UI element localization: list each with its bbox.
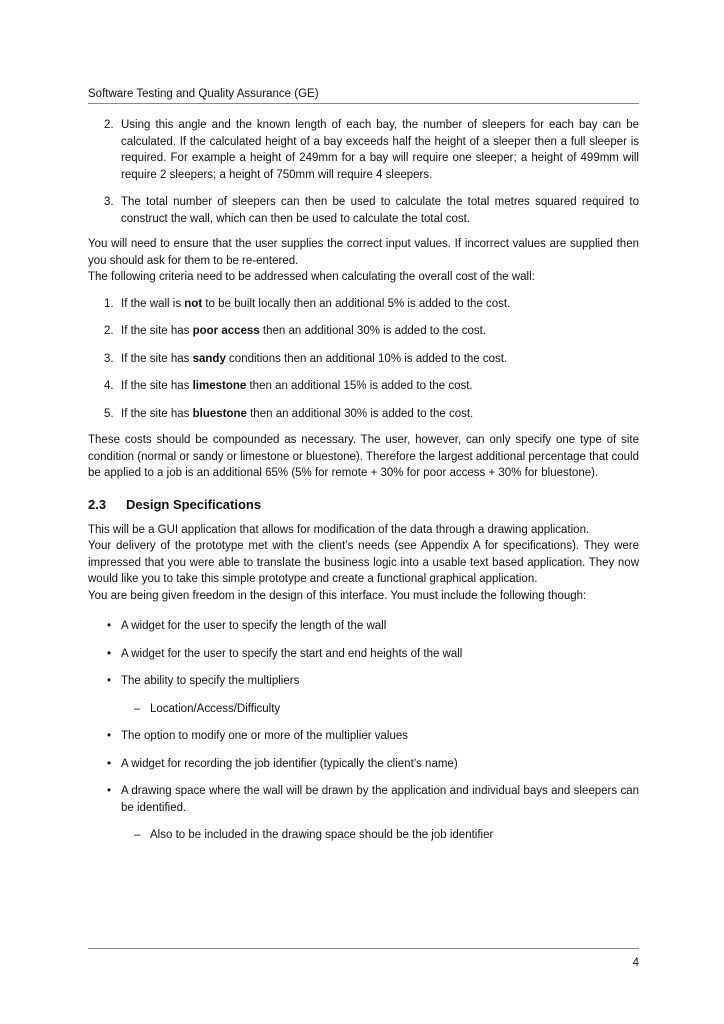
list-item: [88, 117, 639, 183]
criteria-text-pre: If the site has: [121, 407, 193, 420]
list-text: Using this angle and the known length of each bay, the number of sleepers for each bay can be calculated. If the calculated height of a bay exceeds half the height of a sleeper then a full sleeper is required. For example a height of 249mm for a bay will require one sleeper; a height of 499mm will require 2 sleepers; a height of 750mm will require 4 sleepers.: [121, 119, 639, 181]
bullet-item: [88, 756, 639, 773]
page-number: 4: [632, 957, 639, 969]
list-number: 5.: [104, 407, 114, 420]
paragraph: This will be a GUI application that allows for modification of the data through a drawing application.: [88, 523, 590, 536]
criteria-item: [88, 323, 639, 340]
footer-rule: [88, 948, 639, 949]
bullet-text: A drawing space where the wall will be drawn by the application and individual bays and sleepers can be identified.: [121, 785, 639, 814]
list-number: 3.: [104, 352, 114, 365]
bullet-icon: •: [107, 675, 112, 687]
bullet-icon: •: [107, 757, 112, 770]
criteria-text-pre: If the site has: [121, 325, 193, 337]
running-header: Software Testing and Quality Assurance (GE): [88, 88, 319, 100]
paragraph: Your delivery of the prototype met with the client’s needs (see Appendix A for specifications). They were impressed that you were able to translate the business logic into a usable text based application. They now would like you to take this simple prototype and create a functional graphical application.: [88, 540, 639, 585]
criteria-text-pre: If the site has: [121, 380, 193, 392]
bullet-icon: •: [107, 647, 112, 660]
bullet-text: A widget for the user to specify the start and end heights of the wall: [121, 647, 463, 660]
criteria-list: [88, 296, 639, 423]
bullet-text: The option to modify one or more of the multiplier values: [121, 730, 409, 742]
bullet-icon: •: [107, 785, 112, 797]
criteria-text-post: then an additional 15% is added to the cost.: [246, 380, 473, 392]
sub-bullet-text: Also to be included in the drawing space should be the job identifier: [150, 829, 494, 841]
dash-icon: –: [134, 829, 141, 841]
criteria-keyword: bluestone: [192, 407, 247, 420]
list-text: The total number of sleepers can then be used to calculate the total metres squared required to construct the wall, which can then be used to calculate the total cost.: [121, 196, 639, 225]
bullet-icon: •: [107, 620, 112, 632]
list-number: 2.: [104, 119, 114, 131]
criteria-text-post: then an additional 30% is added to the cost.: [246, 407, 474, 420]
bullet-item: [88, 646, 639, 663]
criteria-keyword: limestone: [192, 380, 247, 392]
paragraph: The following criteria need to be addressed when calculating the overall cost of the wall:: [88, 271, 535, 283]
section-heading: [88, 496, 639, 514]
header-rule: [88, 103, 639, 104]
criteria-text-post: to be built locally then an additional 5% is added to the cost.: [202, 297, 511, 310]
list-number: 1.: [104, 297, 114, 310]
criteria-item: [88, 296, 639, 313]
bullet-icon: •: [107, 730, 112, 742]
criteria-keyword: poor access: [192, 325, 260, 337]
criteria-item: [88, 378, 639, 395]
criteria-keyword: not: [184, 297, 203, 310]
paragraph: You are being given freedom in the design of this interface. You must include the following though:: [88, 589, 587, 602]
criteria-keyword: sandy: [192, 352, 226, 365]
steps-list: [88, 117, 639, 227]
criteria-text-pre: If the wall is: [121, 297, 185, 310]
sub-bullet-text: Location/Access/Difficulty: [150, 702, 281, 715]
dash-icon: –: [134, 702, 141, 715]
criteria-text-post: conditions then an additional 10% is added to the cost.: [225, 352, 508, 365]
criteria-item: [88, 351, 639, 368]
criteria-text-pre: If the site has: [121, 352, 193, 365]
bullet-text: The ability to specify the multipliers: [121, 675, 300, 687]
section-title: Design Specifications: [126, 496, 262, 512]
section-number: 2.3: [88, 496, 107, 512]
list-item: [88, 194, 639, 227]
paragraph: These costs should be compounded as necessary. The user, however, can only specify one type of site condition (normal or sandy or limestone or bluestone). Therefore the largest additional percentage that could be applied to a job is an additional 65% (5% for remote + 30% for poor access + 30% for bluestone).: [88, 434, 639, 479]
bullet-item: [88, 783, 639, 816]
bullet-item: [88, 618, 639, 635]
sub-bullet-item: [88, 701, 639, 718]
criteria-text-post: then an additional 30% is added to the cost.: [259, 325, 487, 337]
page-content: [88, 117, 639, 844]
list-number: 4.: [104, 380, 114, 392]
bullet-item: [88, 728, 639, 745]
list-number: 3.: [104, 196, 114, 208]
requirements-list: [88, 618, 639, 844]
bullet-text: A widget for the user to specify the length of the wall: [121, 620, 387, 632]
criteria-item: [88, 406, 639, 423]
list-number: 2.: [104, 325, 114, 337]
sub-bullet-item: [88, 827, 639, 844]
bullet-text: A widget for recording the job identifier (typically the client’s name): [121, 757, 458, 770]
paragraph: You will need to ensure that the user supplies the correct input values. If incorrect values are supplied then you should ask for them to be re-entered.: [88, 238, 639, 267]
bullet-item: [88, 673, 639, 690]
